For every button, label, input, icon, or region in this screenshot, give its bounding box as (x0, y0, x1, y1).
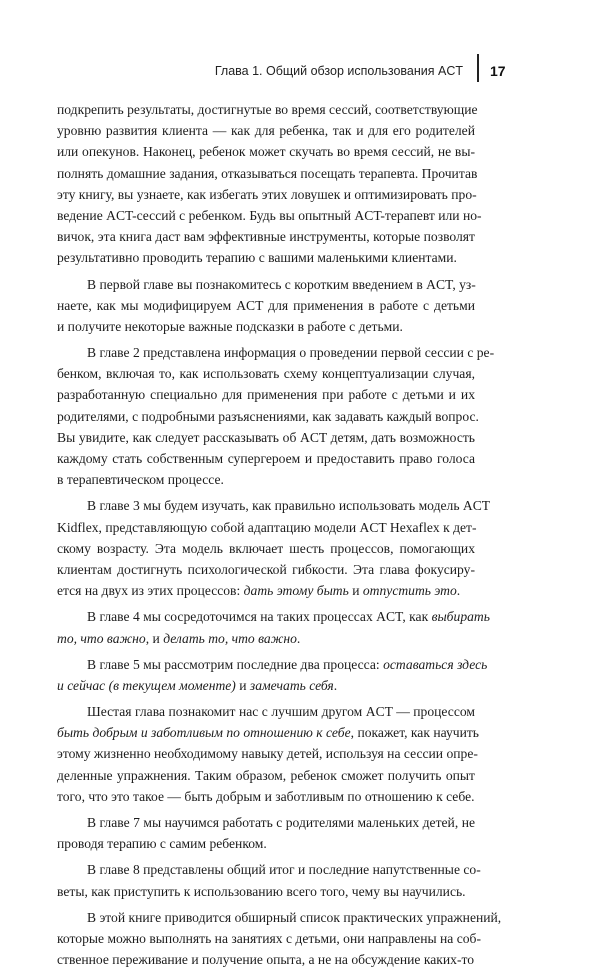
text-line (57, 654, 488, 675)
text-run: и (348, 583, 363, 599)
text-line (57, 274, 475, 295)
italic-text: и сейчас (в текущем моменте) (57, 677, 236, 693)
text-line (57, 517, 475, 538)
text-line (57, 538, 475, 559)
text-run: деленные упражнения. Таким образом, ребенок сможет получить опыт (57, 767, 475, 783)
text-run: , и (145, 630, 164, 646)
text-run: Шестая глава познакомит нас с лучшим другом ACT — процессом (87, 704, 475, 720)
text-line (57, 701, 475, 722)
text-run: клиентам достигнуть психологической гибкости. Эта глава фокусиру- (57, 561, 475, 577)
text-line (57, 928, 481, 949)
text-line (57, 859, 481, 880)
text-run: скому возрасту. Эта модель включает шесть процессов, помогающих (57, 540, 475, 556)
header-divider (477, 54, 479, 82)
text-run: эту книгу, вы узнаете, как избегать этих ловушек и оптимизировать про- (57, 186, 477, 202)
text-run: родителями, с подробными разъяснениями, как задавать каждый вопрос. (57, 408, 479, 424)
italic-text: отпустить это (362, 583, 457, 599)
running-title: Глава 1. Общий обзор использования ACT (214, 64, 463, 78)
text-run: , покажет, как научить (350, 725, 480, 741)
paragraph (57, 274, 475, 338)
text-line (57, 448, 475, 469)
text-run: разработанную специально для применения при работе с детьми и их (57, 387, 475, 403)
italic-text: то, что важно (57, 630, 146, 646)
text-run: В главе 3 мы будем изучать, как правильно использовать модель ACT (87, 498, 491, 514)
text-line (57, 907, 502, 928)
text-line (57, 675, 475, 696)
text-line (57, 606, 490, 627)
italic-text: делать то, что важно (163, 630, 297, 646)
text-run: В главе 5 мы рассмотрим последние два процесса: (87, 656, 384, 672)
paragraph (57, 495, 491, 601)
text-run: подкрепить результаты, достигнутые во время сессий, соответствующие (57, 102, 478, 117)
text-line (57, 226, 475, 247)
text-line (57, 881, 475, 902)
text-run: веты, как приступить к использованию всего того, чему вы научились. (57, 883, 466, 899)
text-run: В этой книге приводится обширный список практических упражнений, (87, 909, 502, 925)
text-run: В главе 7 мы научимся работать с родителями маленьких детей, не (87, 815, 475, 830)
text-run: результативно проводить терапию с вашими маленькими клиентами. (57, 250, 457, 266)
text-run: ведение ACT-сессий с ребенком. Будь вы опытный ACT-терапевт или но- (57, 207, 482, 223)
text-line (57, 141, 475, 162)
text-line (57, 495, 491, 516)
italic-text: дать этому быть (243, 583, 349, 599)
text-line (57, 786, 475, 807)
text-run: и (235, 677, 250, 693)
text-run: ется на двух из этих процессов: (57, 583, 244, 599)
text-line (57, 743, 478, 764)
paragraph (57, 907, 502, 971)
text-line (57, 205, 482, 226)
running-header (0, 46, 600, 86)
text-line (57, 580, 475, 601)
text-run: или опекунов. Наконец, ребенок может скучать во время сессий, не вы- (57, 144, 475, 160)
text-run: наете, как мы модифицируем ACT для применения в работе с детьми (57, 297, 475, 313)
paragraph (57, 859, 481, 901)
text-run: В главе 2 представлена информация о проведении первой сессии с ре- (87, 345, 495, 361)
text-run: Kidflex, представляющую собой адаптацию модели ACT Hexaflex к дет- (57, 519, 477, 535)
paragraph (57, 342, 495, 490)
text-line (57, 406, 479, 427)
text-run: каждому стать собственным супергероем и предоставить право голоса (57, 451, 475, 466)
text-line (57, 765, 475, 786)
text-line (57, 559, 475, 580)
paragraph (57, 701, 480, 807)
text-line (57, 833, 475, 854)
italic-text: замечать себя (249, 677, 334, 693)
text-line (57, 184, 475, 205)
italic-text: оставаться здесь (383, 656, 488, 672)
text-run: полнять домашние задания, отказываться посещать терапевта. Прочитав (57, 165, 478, 181)
paragraph (57, 99, 482, 269)
text-line (57, 812, 475, 833)
text-line (57, 363, 475, 384)
text-run: ственное переживание и получение опыта, а не на обсуждение каких-то (57, 952, 475, 968)
text-run: вичок, эта книга даст вам эффективные инструменты, которые позволят (57, 229, 475, 245)
paragraph (57, 606, 490, 648)
text-run: . (456, 583, 461, 599)
text-run: В главе 8 представлены общий итог и последние напутственные со- (87, 862, 481, 878)
text-run: этому жизненно необходимому навыку детей, используя на сессии опре- (57, 746, 478, 762)
text-line (57, 427, 475, 448)
text-run: проводя терапию с самим ребенком. (57, 836, 267, 852)
italic-text: выбирать (431, 609, 490, 625)
text-line (57, 469, 475, 490)
text-line (57, 722, 480, 743)
text-run: В первой главе вы познакомитесь с коротким введением в ACT, уз- (87, 276, 476, 292)
text-line (57, 295, 475, 316)
text-line (57, 247, 475, 268)
page-number: 17 (490, 63, 506, 79)
text-run: которые можно выполнять на занятиях с детьми, они направлены на соб- (57, 930, 481, 946)
text-run: . (333, 677, 338, 693)
text-run: и получите некоторые важные подсказки в работе с детьми. (57, 318, 403, 334)
text-line (57, 949, 475, 970)
italic-text: быть добрым и заботливым по отношению к себе (57, 725, 351, 741)
text-line (57, 342, 495, 363)
paragraph (57, 812, 475, 854)
text-line (57, 120, 475, 141)
text-line (57, 628, 475, 649)
text-run: Вы увидите, как следует рассказывать об ACT детям, дать возможность (57, 429, 475, 445)
body-text (57, 99, 502, 975)
text-line (57, 99, 478, 120)
text-run: В главе 4 мы сосредоточимся на таких процессах ACT, как (87, 609, 432, 625)
text-run: в терапевтическом процессе. (57, 472, 224, 488)
text-run: уровню развития клиента — как для ребенка, так и для его родителей (57, 123, 475, 139)
paragraph (57, 654, 488, 696)
text-run: бенком, включая то, как использовать схему концептуализации случая, (57, 366, 475, 382)
text-line (57, 384, 475, 405)
text-run: того, что это такое — быть добрым и заботливым по отношению к себе. (57, 788, 475, 804)
text-line (57, 316, 475, 337)
text-run: . (296, 630, 301, 646)
text-line (57, 163, 478, 184)
